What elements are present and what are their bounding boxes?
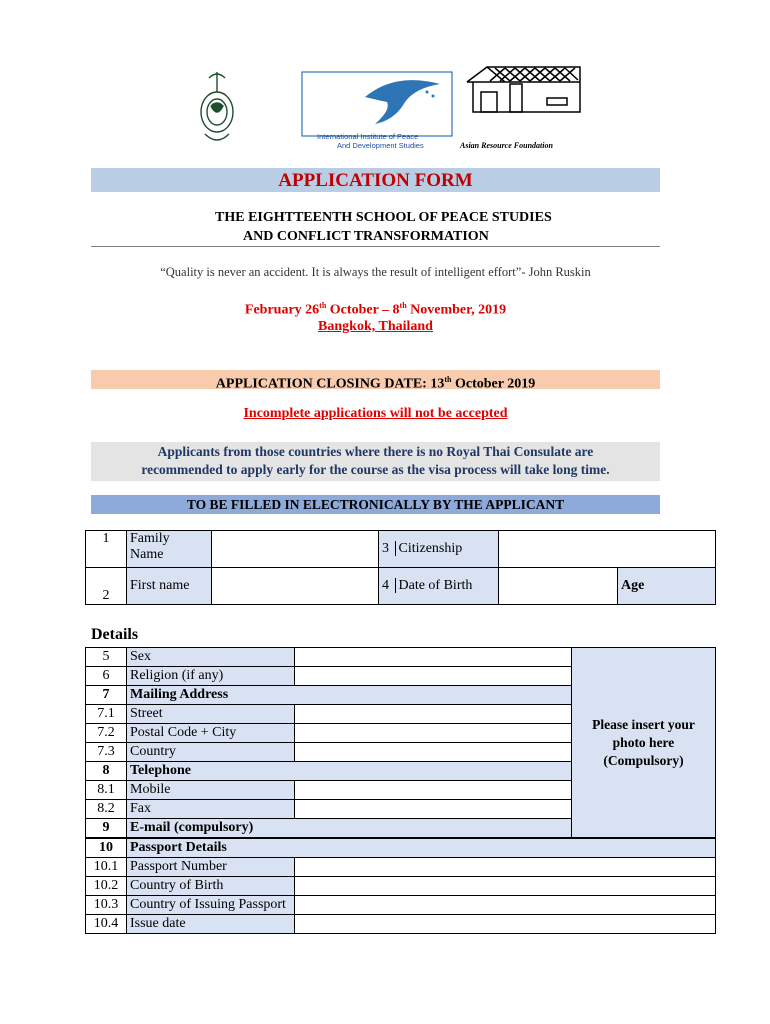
first-name-field[interactable] (212, 568, 379, 605)
dob-label (379, 568, 499, 605)
postal-code-label: Postal Code + City (127, 724, 295, 743)
mailing-address-heading: Mailing Address (127, 686, 572, 705)
closing-suffix: October 2019 (451, 376, 536, 392)
photo-text-3: (Compulsory) (603, 752, 684, 768)
photo-text-1: Please insert your (592, 716, 695, 732)
iipads-dove-logo (302, 72, 452, 136)
row-number: 5 (86, 648, 127, 667)
citizenship-label (379, 531, 499, 568)
country-of-issuing-label: Country of Issuing Passport (127, 896, 295, 915)
row-number: 7.2 (86, 724, 127, 743)
row-number: 8 (86, 762, 127, 781)
row-number: 10.3 (86, 896, 127, 915)
seal-logo (201, 72, 233, 140)
dates-middle: October – 8 (326, 302, 400, 318)
citizenship-text: Citizenship (395, 541, 463, 556)
family-name-label-2: Name (130, 547, 164, 562)
age-label: Age (618, 568, 716, 605)
row-number: 10.2 (86, 877, 127, 896)
email-heading: E-mail (compulsory) (127, 819, 572, 839)
row-number: 8.1 (86, 781, 127, 800)
page-title: APPLICATION FORM (91, 168, 660, 192)
row-number: 7.3 (86, 743, 127, 762)
issue-date-field[interactable] (295, 915, 716, 934)
country-field[interactable] (295, 743, 572, 762)
seal-logo-icon (165, 62, 585, 157)
sex-label: Sex (127, 648, 295, 667)
street-label: Street (127, 705, 295, 724)
course-dates (91, 301, 660, 319)
mobile-field[interactable] (295, 781, 572, 800)
fax-label: Fax (127, 800, 295, 819)
row-number: 7 (86, 686, 127, 705)
dates-sup-1: th (319, 301, 327, 310)
religion-label: Religion (if any) (127, 667, 295, 686)
row-number: 9 (86, 819, 127, 839)
passport-number-label: Passport Number (127, 858, 295, 877)
subtitle-line-1: THE EIGHTTEENTH SCHOOL OF PEACE STUDIES (215, 210, 552, 225)
visa-notice-line-1: Applicants from those countries where there is no Royal Thai Consulate are (157, 444, 594, 459)
photo-text-2: photo here (612, 734, 675, 750)
first-name-label: First name (127, 568, 212, 605)
country-label: Country (127, 743, 295, 762)
passport-heading: Passport Details (127, 838, 716, 858)
family-name-label (127, 531, 212, 568)
arf-house-logo (467, 67, 580, 112)
iipads-name-line2: And Development Studies (337, 141, 424, 150)
row-number: 4 (382, 578, 389, 593)
family-name-field[interactable] (212, 531, 379, 568)
dates-sup-2: th (399, 301, 407, 310)
details-table (85, 647, 716, 934)
row-number: 10.1 (86, 858, 127, 877)
mobile-label: Mobile (127, 781, 295, 800)
postal-code-field[interactable] (295, 724, 572, 743)
row-number: 10 (86, 838, 127, 858)
divider (91, 246, 660, 247)
closing-prefix: APPLICATION CLOSING DATE: 13 (215, 376, 445, 392)
religion-field[interactable] (295, 667, 572, 686)
dob-text: Date of Birth (395, 578, 473, 593)
sex-field[interactable] (295, 648, 572, 667)
fax-field[interactable] (295, 800, 572, 819)
arf-name: Asian Resource Foundation (460, 141, 553, 150)
telephone-heading: Telephone (127, 762, 572, 781)
country-of-birth-label: Country of Birth (127, 877, 295, 896)
incomplete-warning: Incomplete applications will not be accepted (243, 406, 508, 421)
photo-placeholder[interactable] (572, 648, 716, 839)
iipads-name-line1: International Institute of Peace (317, 132, 419, 141)
country-of-birth-field[interactable] (295, 877, 716, 896)
dates-end: November, 2019 (406, 302, 507, 318)
closing-sup: th (444, 375, 452, 384)
closing-date-banner (91, 370, 660, 392)
street-field[interactable] (295, 705, 572, 724)
visa-notice-line-2: recommended to apply early for the course as the visa process will take long time. (141, 462, 610, 477)
issue-date-label: Issue date (127, 915, 295, 934)
dob-field[interactable] (499, 568, 618, 605)
row-number: 3 (382, 541, 389, 556)
dates-start: February 26 (244, 302, 320, 318)
family-name-label-1: Family (130, 531, 170, 546)
quote: “Quality is never an accident. It is always the result of intelligent effort”- John Ruskin (160, 265, 591, 279)
citizenship-field[interactable] (499, 531, 716, 568)
visa-notice (91, 442, 660, 481)
passport-number-field[interactable] (295, 858, 716, 877)
row-number: 2 (86, 568, 127, 605)
row-number: 6 (86, 667, 127, 686)
row-number: 10.4 (86, 915, 127, 934)
row-number: 1 (86, 531, 127, 568)
course-location: Bangkok, Thailand (318, 319, 433, 334)
row-number: 8.2 (86, 800, 127, 819)
personal-info-table (85, 530, 716, 605)
fill-instruction: TO BE FILLED IN ELECTRONICALLY BY THE APPLICANT (91, 495, 660, 514)
logo-strip (165, 62, 585, 157)
subtitle-line-2: AND CONFLICT TRANSFORMATION (243, 229, 489, 244)
details-heading: Details (91, 626, 139, 643)
row-number: 7.1 (86, 705, 127, 724)
country-of-issuing-field[interactable] (295, 896, 716, 915)
